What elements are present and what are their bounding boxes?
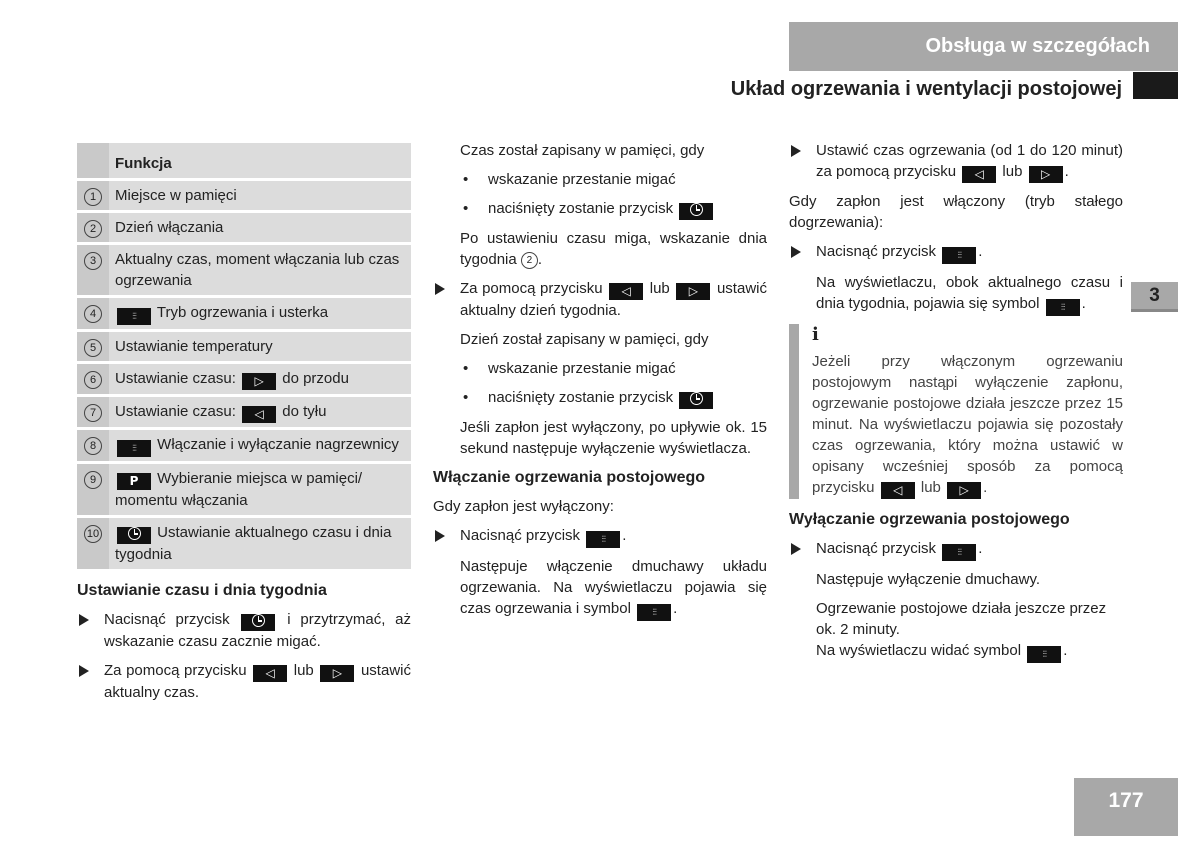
instruction-step: Za pomocą przycisku ◁ lub ▷ ustawić aktualny dzień tygodnia.	[433, 278, 767, 321]
right-key-icon: ▷	[320, 665, 354, 682]
row-number: 5	[84, 339, 102, 357]
paragraph: Następuje włączenie dmuchawy układu ogrzewania. Na wyświetlaczu pojawia się czas ogrzewania i symbol ⫶⫶⫶ .	[433, 556, 767, 621]
row-text: do tyłu	[282, 403, 327, 420]
table-row	[77, 397, 411, 427]
bullet-item: • naciśnięty zostanie przycisk	[433, 387, 767, 409]
info-note: i Jeżeli przy włączonym ogrzewaniu postojowym nastąpi wyłączenie zapłonu, ogrzewanie postojowe działa jeszcze przez 15 minut. Na wyświetlaczu pojawia się pozostały czas ogrzewania, który można ustawić w opisany wcześniej sposób za pomocą przycisku ◁ lub ▷ .	[789, 324, 1123, 499]
paragraph: Gdy zapłon jest wyłączony:	[433, 498, 614, 515]
section-heading: Wyłączanie ogrzewania postojowego	[789, 511, 1070, 528]
left-key-icon: ◁	[609, 283, 643, 300]
row-text: Tryb ogrzewania i usterka	[156, 304, 329, 321]
row-text: Dzień włączania	[109, 213, 411, 242]
heater-symbol-icon: ⫶⫶⫶	[637, 604, 671, 621]
row-text: Miejsce w pamięci	[109, 181, 411, 210]
left-key-icon: ◁	[962, 166, 996, 183]
heater-key-icon: ⫶⫶⫶	[586, 531, 620, 548]
paragraph: Gdy zapłon jest włączony (tryb stałego dogrzewania):	[789, 193, 1123, 231]
function-table	[77, 140, 411, 572]
row-text: Wybieranie miejsca w pamięci/ momentu włączania	[115, 470, 363, 509]
paragraph: Dzień został zapisany w pamięci, gdy	[460, 331, 709, 348]
paragraph: Jeśli zapłon jest wyłączony, po upływie ok. 15 sekund następuje wyłączenie wyświetlacza.	[460, 419, 767, 457]
paragraph: Następuje wyłączenie dmuchawy.	[816, 571, 1040, 588]
instruction-step: Ustawić czas ogrzewania (od 1 do 120 minut) za pomocą przycisku ◁ lub ▷ .	[789, 140, 1123, 183]
info-icon: i	[812, 324, 819, 345]
section-title: Obsługa w szczegółach	[925, 35, 1150, 57]
right-key-icon: ▷	[676, 283, 710, 300]
table-header-row	[77, 143, 411, 178]
heater-key-icon: ⫶⫶⫶	[117, 440, 151, 457]
column-3	[789, 140, 1123, 671]
row-text: Aktualny czas, moment włączania lub czas ogrzewania	[109, 245, 411, 295]
table-row	[77, 213, 411, 242]
row-number: 10	[84, 525, 102, 543]
table-row	[77, 181, 411, 210]
table-row	[77, 430, 411, 461]
paragraph: Po ustawieniu czasu miga, wskazanie dnia tygodnia 2 .	[460, 230, 767, 268]
step-arrow-icon	[79, 665, 89, 677]
step-arrow-icon	[435, 530, 445, 542]
instruction-step	[77, 660, 411, 703]
header-tab-marker	[1133, 72, 1178, 99]
row-number: 4	[84, 305, 102, 323]
row-number: 9	[84, 471, 102, 489]
table-header: Funkcja	[109, 143, 411, 178]
table-row	[77, 464, 411, 515]
table-row	[77, 332, 411, 361]
p-key-icon: P	[117, 473, 151, 490]
right-key-icon: ▷	[947, 482, 981, 499]
chapter-tab: 3	[1131, 282, 1178, 312]
row-text: Ustawianie aktualnego czasu i dnia tygodnia	[115, 524, 392, 563]
table-row	[77, 245, 411, 295]
table-row	[77, 298, 411, 329]
left-key-icon: ◁	[253, 665, 287, 682]
row-number: 3	[84, 252, 102, 270]
row-number: 6	[84, 371, 102, 389]
column-2	[433, 140, 767, 629]
right-key-icon: ▷	[242, 373, 276, 390]
clock-key-icon	[679, 392, 713, 409]
instruction-step: Nacisnąć przycisk ⫶⫶⫶ .	[789, 241, 1123, 264]
row-number: 8	[84, 437, 102, 455]
table-row	[77, 518, 411, 569]
row-number: 7	[84, 404, 102, 422]
step-text: Za pomocą przycisku	[104, 662, 247, 679]
bullet-item: • wskazanie przestanie migać	[433, 358, 767, 379]
row-text: Ustawianie temperatury	[109, 332, 411, 361]
heater-key-icon: ⫶⫶⫶	[942, 247, 976, 264]
paragraph: Na wyświetlaczu, obok aktualnego czasu i dnia tygodnia, pojawia się symbol ⫶⫶⫶ .	[789, 272, 1123, 316]
section-heading: Włączanie ogrzewania postojowego	[433, 469, 706, 486]
paragraph: Czas został zapisany w pamięci, gdy	[460, 142, 705, 159]
column-1	[77, 140, 411, 711]
paragraph: Ogrzewanie postojowe działa jeszcze przez ok. 2 minuty.	[816, 600, 1107, 638]
row-number: 1	[84, 188, 102, 206]
instruction-step: Nacisnąć przycisk ⫶⫶⫶ .	[789, 538, 1123, 561]
section-heading: Ustawianie czasu i dnia tygodnia	[77, 582, 327, 599]
section-header	[789, 22, 1178, 71]
left-key-icon: ◁	[881, 482, 915, 499]
clock-key-icon	[241, 614, 275, 631]
paragraph: Na wyświetlaczu widać symbol ⫶⫶⫶ .	[789, 640, 1123, 663]
row-text: Włączanie i wyłączanie nagrzewnicy	[157, 436, 399, 453]
row-text: Ustawianie czasu:	[115, 370, 236, 387]
page-title: Układ ogrzewania i wentylacji postojowej	[730, 78, 1122, 100]
heater-key-icon: ⫶⫶⫶	[117, 308, 151, 325]
row-number: 2	[84, 220, 102, 238]
bullet-item	[433, 198, 767, 220]
step-arrow-icon	[791, 145, 801, 157]
instruction-step	[77, 609, 411, 652]
step-text: ustawić aktualny czas.	[104, 662, 411, 701]
instruction-step: Nacisnąć przycisk ⫶⫶⫶ .	[433, 525, 767, 548]
heater-symbol-icon: ⫶⫶⫶	[1046, 299, 1080, 316]
ref-number: 2	[521, 252, 538, 269]
clock-key-icon	[117, 527, 151, 544]
step-arrow-icon	[791, 543, 801, 555]
clock-key-icon	[679, 203, 713, 220]
left-key-icon: ◁	[242, 406, 276, 423]
step-arrow-icon	[791, 246, 801, 258]
step-text: Nacisnąć przycisk	[104, 611, 230, 628]
heater-key-icon: ⫶⫶⫶	[942, 544, 976, 561]
right-key-icon: ▷	[1029, 166, 1063, 183]
heater-symbol-icon: ⫶⫶⫶	[1027, 646, 1061, 663]
table-row	[77, 364, 411, 394]
step-arrow-icon	[435, 283, 445, 295]
step-arrow-icon	[79, 614, 89, 626]
page-number: 177	[1074, 778, 1178, 836]
step-text: i przytrzymać, aż wskazanie czasu zacznie migać.	[104, 611, 412, 650]
step-text: lub	[293, 662, 314, 679]
bullet-item: • wskazanie przestanie migać	[433, 169, 767, 190]
row-text: do przodu	[282, 370, 349, 387]
bullet-text: naciśnięty zostanie przycisk	[488, 200, 674, 217]
row-text: Ustawianie czasu:	[115, 403, 236, 420]
